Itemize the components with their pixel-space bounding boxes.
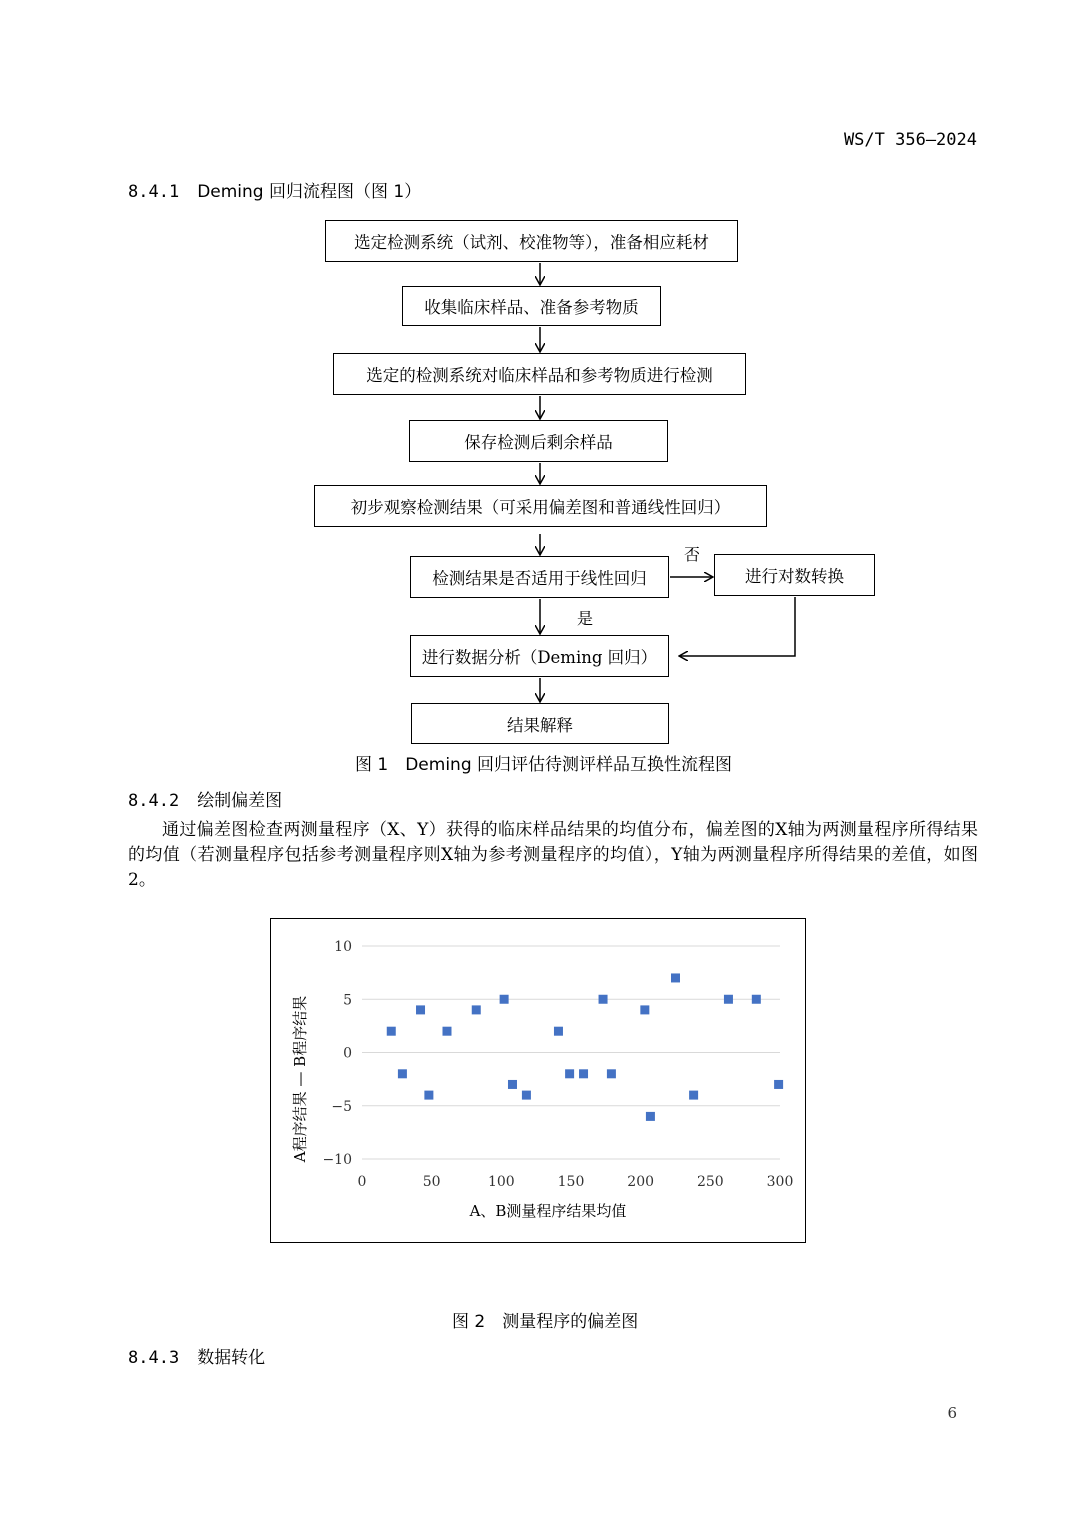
flow-step-deming: 进行数据分析（Deming 回归） [410, 635, 669, 677]
data-point [599, 995, 608, 1004]
data-point [442, 1027, 451, 1036]
x-tick-label: 150 [557, 1174, 585, 1190]
x-axis-label: A、B测量程序结果均值 [469, 1202, 627, 1220]
chart-grid [362, 946, 780, 1159]
paragraph-text: 通过偏差图检查两测量程序（X、Y）获得的临床样品结果的均值分布，偏差图的X轴为两测量程序所得结果的均值（若测量程序包括参考测量程序则X轴为参考测量程序的均值），Y轴为两测量程序所得结果的差值，如图2。 [128, 820, 978, 890]
data-point [554, 1027, 563, 1036]
x-tick-label: 300 [766, 1174, 794, 1190]
bias-chart-frame [270, 918, 806, 1243]
flow-step-3: 选定的检测系统对临床样品和参考物质进行检测 [333, 353, 746, 395]
flow-step-5: 初步观察检测结果（可采用偏差图和普通线性回归） [314, 485, 767, 527]
section-title: Deming 回归流程图（图 1） [197, 182, 422, 202]
data-point [416, 1005, 425, 1014]
figure1-caption: 图 1 Deming 回归评估待测评样品互换性流程图 [355, 755, 733, 775]
data-point [689, 1091, 698, 1100]
y-tick-label: 0 [343, 1045, 352, 1062]
y-tick-label: −5 [331, 1098, 352, 1115]
data-point [424, 1091, 433, 1100]
data-point [640, 1005, 649, 1014]
data-point [500, 995, 509, 1004]
data-point [508, 1080, 517, 1089]
page-number: 6 [947, 1404, 957, 1422]
body-paragraph [128, 818, 978, 893]
data-point [565, 1069, 574, 1078]
section-title: 绘制偏差图 [197, 791, 283, 811]
data-point [579, 1069, 588, 1078]
data-point [671, 973, 680, 982]
section-number: 8.4.3 [128, 1348, 180, 1368]
y-axis-label: A程序结果 — B程序结果 [291, 995, 309, 1163]
x-tick-label: 200 [627, 1174, 655, 1190]
flow-step-4: 保存检测后剩余样品 [409, 420, 668, 462]
x-tick-label: 50 [422, 1174, 441, 1190]
data-point [387, 1027, 396, 1036]
data-point [752, 995, 761, 1004]
flow-step-result: 结果解释 [411, 703, 669, 744]
flow-step-log-transform: 进行对数转换 [714, 554, 875, 596]
x-tick-label: 100 [487, 1174, 515, 1190]
figure2-caption: 图 2 测量程序的偏差图 [452, 1312, 639, 1332]
y-tick-label: 5 [343, 992, 352, 1009]
section-number: 8.4.1 [128, 182, 180, 202]
section-title: 数据转化 [197, 1348, 266, 1368]
data-point [724, 995, 733, 1004]
x-tick-label: 250 [696, 1174, 724, 1190]
bias-chart [271, 919, 804, 1241]
standard-code: WS/T 356—2024 [843, 130, 977, 150]
flow-decision-linear: 检测结果是否适用于线性回归 [410, 556, 669, 598]
y-tick-label: 10 [334, 939, 352, 955]
section-number: 8.4.2 [128, 791, 180, 811]
data-point [472, 1005, 481, 1014]
data-point [774, 1080, 783, 1089]
data-point [607, 1069, 616, 1078]
data-point [646, 1112, 655, 1121]
data-points [387, 973, 783, 1120]
section-842-heading [128, 786, 282, 811]
data-point [522, 1091, 531, 1100]
flow-step-2: 收集临床样品、准备参考物质 [402, 286, 661, 326]
label-yes: 是 [577, 609, 594, 628]
label-no: 否 [684, 545, 701, 564]
data-point [398, 1069, 407, 1078]
arrow-log-to-deming [680, 597, 795, 656]
x-tick-labels [358, 1174, 794, 1190]
y-tick-label: −10 [322, 1152, 352, 1168]
section-843-heading [128, 1343, 265, 1368]
flow-step-1: 选定检测系统（试剂、校准物等），准备相应耗材 [325, 220, 738, 262]
y-tick-labels [322, 939, 352, 1168]
x-tick-label: 0 [357, 1174, 367, 1190]
